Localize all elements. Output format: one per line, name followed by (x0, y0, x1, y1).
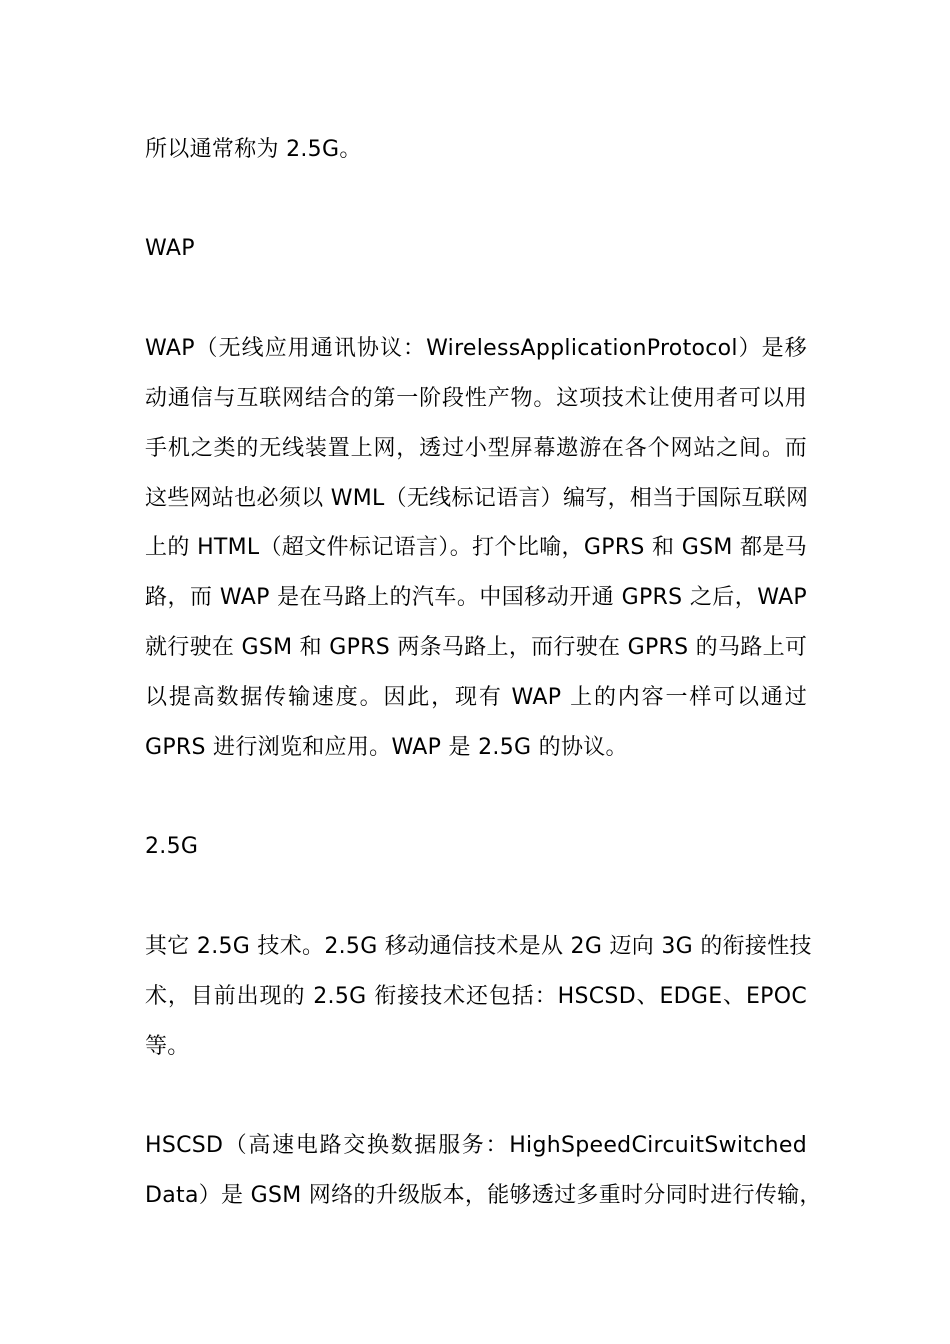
paragraph-line-hscsd-2: Data）是 GSM 网络的升级版本，能够透过多重时分同时进行传输， (145, 1183, 822, 1208)
section-heading-2-5g: 2.5G (145, 834, 199, 859)
paragraph-line-wap-1: WAP（无线应用通讯协议：WirelessApplicationProtocol）是移 (145, 336, 807, 361)
paragraph-line-wap-2: 动通信与互联网结合的第一阶段性产物。这项技术让使用者可以用 (145, 386, 807, 411)
paragraph-line-25g-2: 术，目前出现的 2.5G 衔接技术还包括：HSCSD、EDGE、EPOC (145, 984, 807, 1009)
paragraph-line-25g-1: 其它 2.5G 技术。2.5G 移动通信技术是从 2G 迈向 3G 的衔接性技 (145, 934, 812, 959)
section-heading-wap: WAP (145, 236, 195, 261)
paragraph-line-wap-7: 就行驶在 GSM 和 GPRS 两条马路上，而行驶在 GPRS 的马路上可 (145, 635, 808, 660)
paragraph-line-wap-8: 以提高数据传输速度。因此，现有 WAP 上的内容一样可以通过 (145, 685, 807, 710)
paragraph-line-wap-5: 上的 HTML（超文件标记语言）。打个比喻，GPRS 和 GSM 都是马 (145, 535, 807, 560)
paragraph-line-wap-3: 手机之类的无线装置上网，透过小型屏幕遨游在各个网站之间。而 (145, 436, 807, 461)
paragraph-line-wap-6: 路，而 WAP 是在马路上的汽车。中国移动开通 GPRS 之后，WAP (145, 585, 807, 610)
paragraph-line-wap-9: GPRS 进行浏览和应用。WAP 是 2.5G 的协议。 (145, 735, 628, 760)
paragraph-line-25g-3: 等。 (145, 1034, 190, 1059)
paragraph-line-1: 所以通常称为 2.5G。 (145, 137, 362, 162)
paragraph-line-wap-4: 这些网站也必须以 WML（无线标记语言）编写，相当于国际互联网 (145, 486, 809, 511)
paragraph-line-hscsd-1: HSCSD（高速电路交换数据服务：HighSpeedCircuitSwitched (145, 1133, 807, 1158)
